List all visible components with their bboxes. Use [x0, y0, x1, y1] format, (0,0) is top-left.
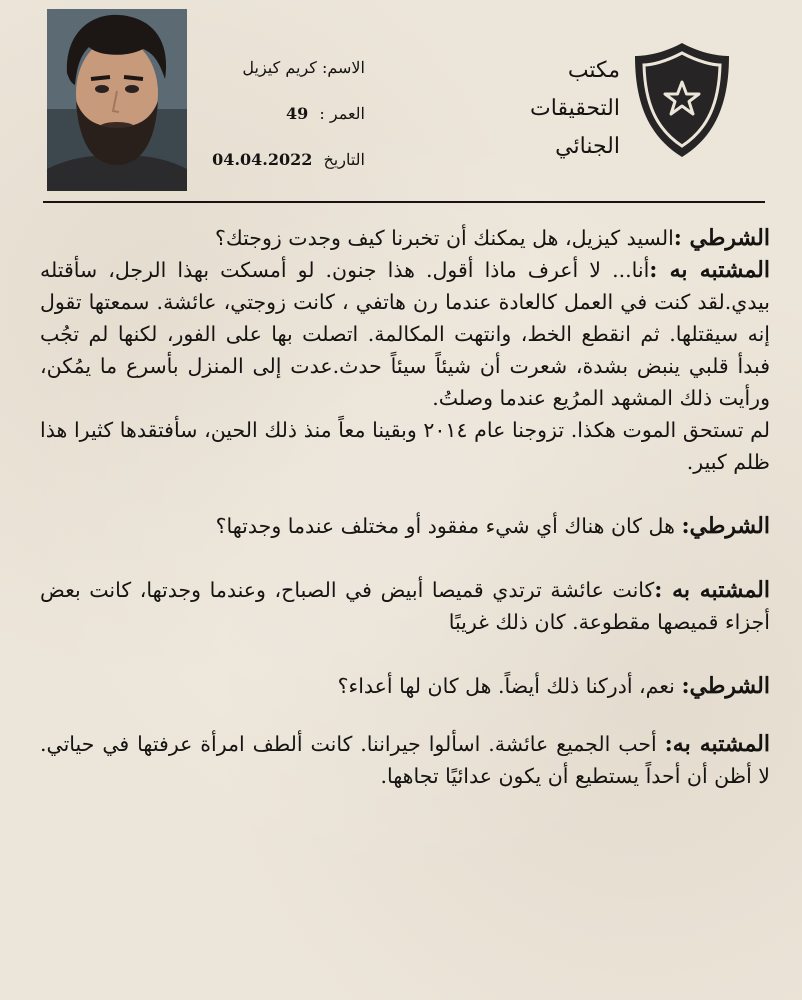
header-divider: [43, 201, 765, 203]
document-header: [0, 0, 802, 205]
statement-text: السيد كيزيل، هل يمكنك أن تخبرنا كيف وجدت زوجتك؟: [214, 226, 674, 250]
transcript-entry-2: [40, 254, 770, 414]
date-label: التاريخ: [323, 150, 365, 169]
transcript-entry-7: [40, 728, 770, 792]
speaker-label: المشتبه به:: [664, 731, 770, 757]
age-label: العمر :: [319, 104, 365, 123]
statement-text: أحب الجميع عائشة. اسألوا جيراننا. كانت ألطف امرأة عرفتها في حياتي. لا أظن أن أحداً يستطيع أن يكون عدائيًا تجاهها.: [40, 732, 770, 788]
bureau-title: [505, 52, 620, 166]
speaker-label: الشرطي :: [673, 225, 770, 251]
bureau-line-3: الجنائي: [555, 134, 620, 159]
date-value: 04.04.2022: [212, 150, 313, 169]
statement-text: نعم، أدركنا ذلك أيضاً. هل كان لها أعداء؟: [337, 674, 675, 698]
statement-text: كانت عائشة ترتدي قميصا أبيض في الصباح، وعندما وجدتها، كانت بعض أجزاء قميصها مقطوعة. كان ذلك غريبًا: [40, 578, 770, 634]
interrogation-transcript: [40, 222, 770, 792]
speaker-label: المشتبه به :: [649, 257, 770, 283]
transcript-entry-5: [40, 574, 770, 638]
name-row: [190, 58, 365, 104]
statement-text: أنا... لا أعرف ماذا أقول. هذا جنون. لو أمسكت بهذا الرجل، سأقتله بيدي.لقد كنت في العمل كالعادة عندما رن هاتفي ، كانت زوجتي، عائشة. سمعتها تقول إنه سيقتلها. ثم انقطع الخط، وانتهت المكالمة. اتصلت بها على الفور، لكنها لم تجُب فبدأ قلبي ينبض بشدة، شعرت أن شيئاً سيئاً حدث.عدت إلى المنزل بأسرع ما يمُكن، ورأيت ذلك المشهد المرُيع عندما وصلتُ.: [40, 258, 770, 410]
speaker-label: الشرطي:: [681, 513, 770, 539]
bureau-line-1: مكتب: [567, 58, 620, 83]
suspect-portrait: [47, 9, 187, 191]
police-badge-star-icon: [632, 40, 732, 160]
speaker-label: المشتبه به :: [654, 577, 770, 603]
name-value: كريم كيزيل: [242, 58, 317, 77]
statement-text: هل كان هناك أي شيء مفقود أو مختلف عندما وجدتها؟: [215, 514, 675, 538]
case-details: [190, 58, 365, 196]
name-label: الاسم:: [321, 58, 365, 77]
age-row: [190, 104, 365, 150]
statement-text: لم تستحق الموت هكذا. تزوجنا عام ٢٠١٤ وبقينا معاً منذ ذلك الحين، سأفتقدها كثيرا هذا ظلم كبير.: [40, 418, 770, 474]
transcript-entry-6: [40, 670, 770, 702]
speaker-label: الشرطي:: [681, 673, 770, 699]
age-value: 49: [286, 104, 309, 123]
bureau-line-2: التحقيقات: [530, 96, 620, 121]
transcript-entry-3: [40, 414, 770, 478]
transcript-entry-4: [40, 510, 770, 542]
transcript-entry-1: [40, 222, 770, 254]
date-row: [190, 150, 365, 196]
